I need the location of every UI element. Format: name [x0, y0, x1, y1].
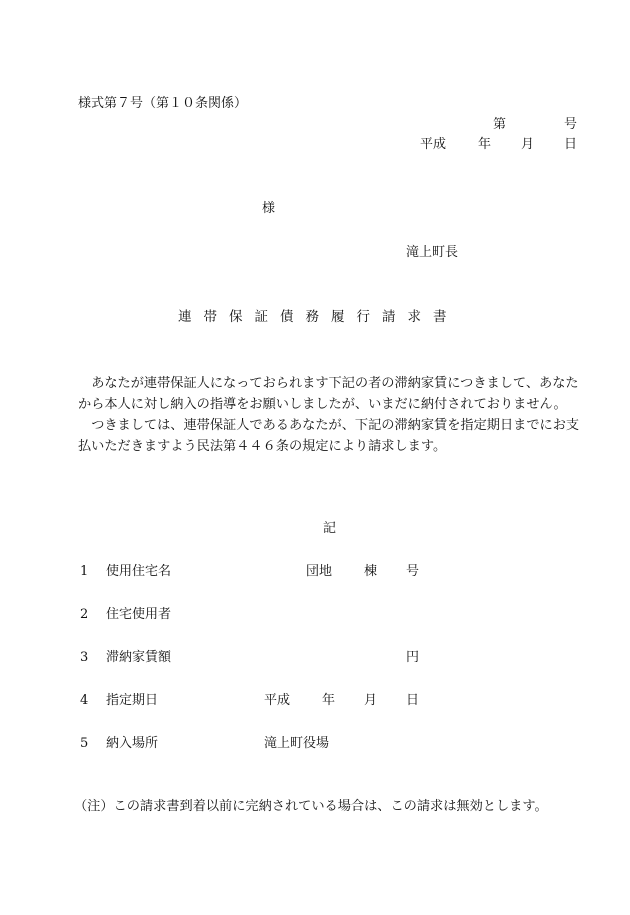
item-value: 団地 — [306, 564, 333, 579]
item-number: 3 — [80, 650, 89, 665]
item-label: 滞納家賃額 — [106, 650, 172, 665]
date-month: 月 — [521, 137, 535, 152]
item-label: 納入場所 — [106, 736, 159, 751]
number-prefix: 第 — [493, 117, 507, 132]
title-char: 証 — [254, 309, 268, 325]
item-value: 円 — [406, 650, 420, 665]
item-label: 住宅使用者 — [106, 607, 172, 622]
title-char: 帯 — [203, 309, 217, 325]
addressee-suffix: 様 — [262, 201, 276, 216]
note-text: （注）この請求書到着以前に完納されている場合は、この請求は無効とします。 — [74, 799, 548, 814]
item-label: 使用住宅名 — [106, 564, 172, 579]
item-number: 4 — [80, 693, 89, 708]
title-char: 行 — [356, 309, 370, 325]
title-char: 書 — [433, 309, 447, 325]
title-char: 履 — [331, 309, 345, 325]
form-label: 様式第７号（第１０条関係） — [78, 96, 248, 111]
body-text — [78, 373, 588, 457]
item-value: 日 — [406, 693, 420, 708]
title-char: 保 — [229, 309, 243, 325]
body-paragraph-2: つきましては、連帯保証人であるあなたが、下記の滞納家賃を指定期日までにお支払いただきますよう民法第４４６条の規定により請求します。 — [78, 418, 580, 454]
item-value: 平成 — [264, 693, 291, 708]
date-era: 平成 — [420, 137, 447, 152]
item-label: 指定期日 — [106, 693, 159, 708]
date-day: 日 — [564, 137, 578, 152]
title-char: 務 — [305, 309, 319, 325]
item-value: 月 — [364, 693, 378, 708]
title-char: 請 — [382, 309, 396, 325]
item-number: 1 — [80, 564, 89, 579]
ki-heading: 記 — [323, 521, 337, 536]
title-char: 債 — [280, 309, 294, 325]
document-title — [178, 308, 459, 327]
item-value: 号 — [406, 564, 420, 579]
item-value: 年 — [322, 693, 336, 708]
item-value: 滝上町役場 — [264, 736, 330, 751]
number-suffix: 号 — [564, 117, 578, 132]
sender-name: 滝上町長 — [406, 245, 459, 260]
body-paragraph-1: あなたが連帯保証人になっておられます下記の者の滞納家賃につきまして、あなたから本人に対し納入の指導をお願いしましたが、いまだに納付されておりません。 — [78, 376, 579, 412]
item-number: 5 — [80, 736, 89, 751]
date-year: 年 — [478, 137, 492, 152]
title-char: 連 — [178, 309, 192, 325]
title-char: 求 — [407, 309, 421, 325]
item-value: 棟 — [364, 564, 378, 579]
item-number: 2 — [80, 607, 89, 622]
